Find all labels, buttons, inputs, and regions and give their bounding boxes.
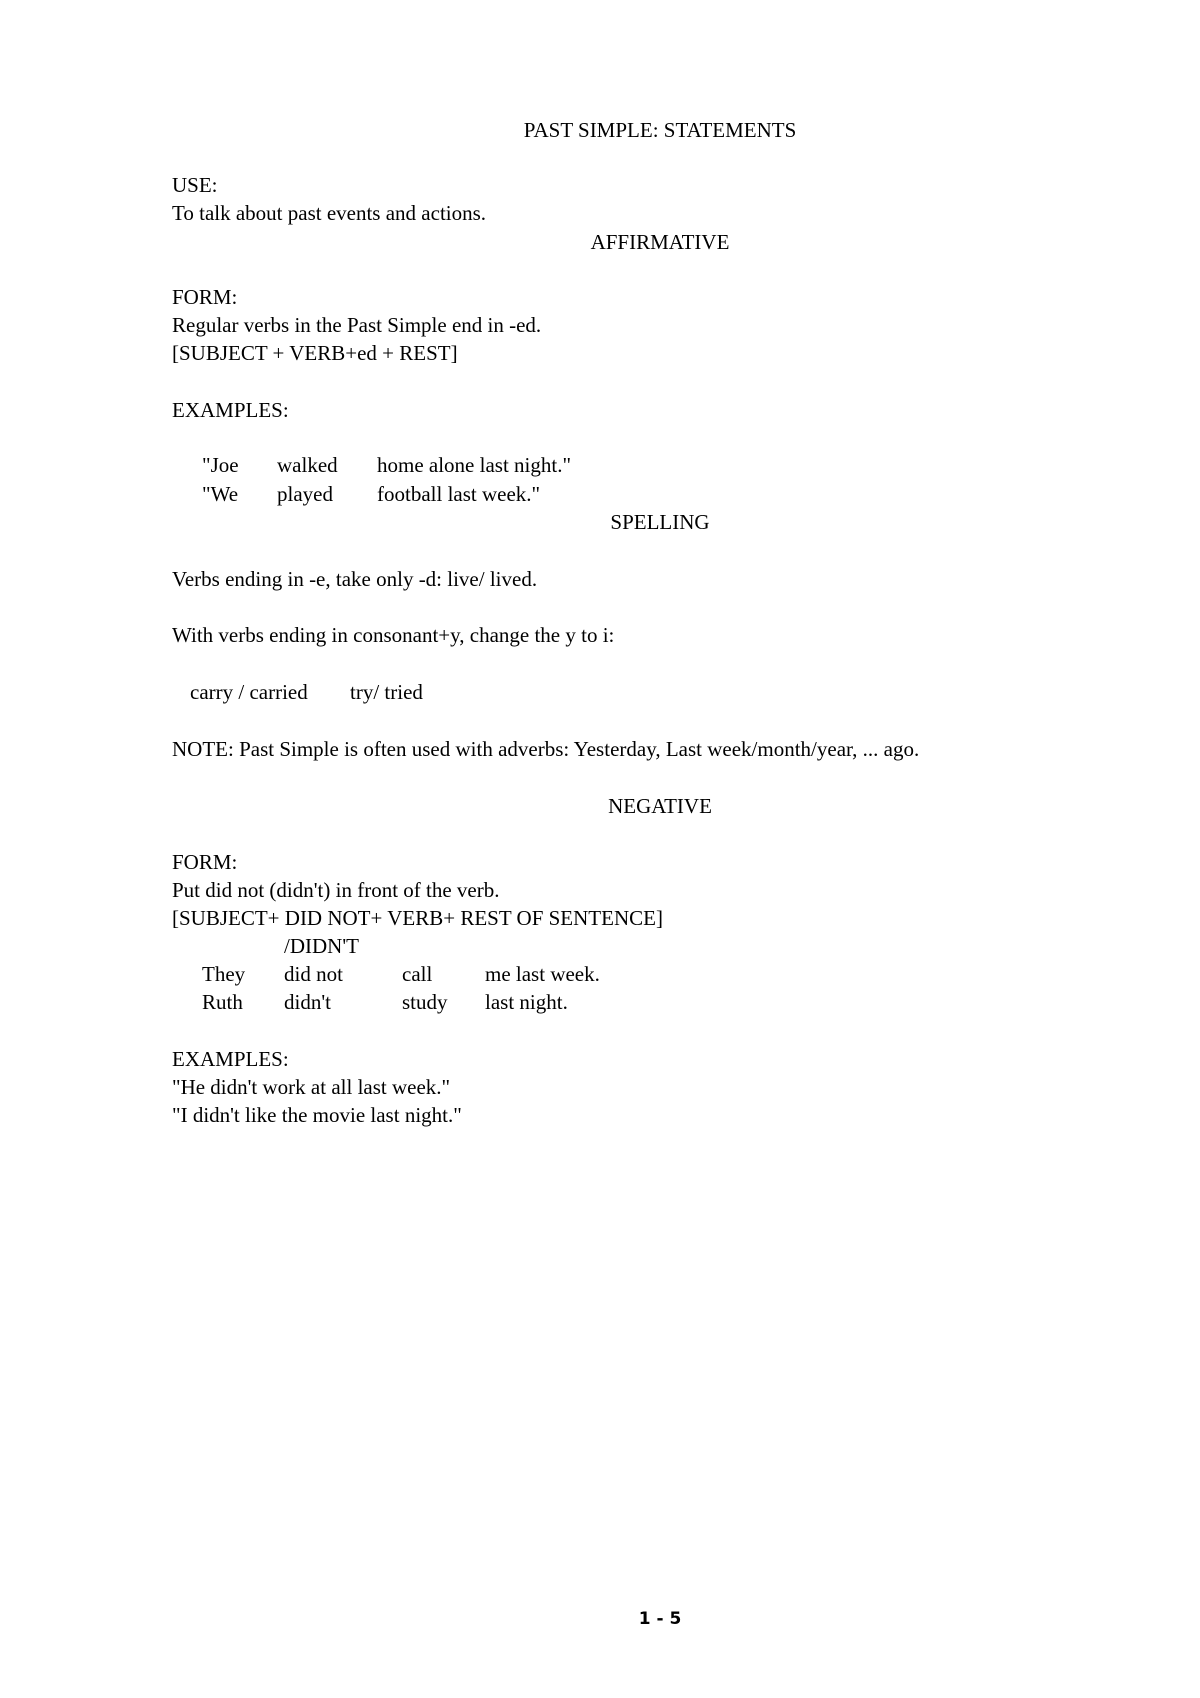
spelling-heading: SPELLING <box>610 510 710 534</box>
spelling-example-carry: carry / carried <box>190 680 308 704</box>
example-verb: walked <box>277 453 338 477</box>
example-verb: played <box>277 482 333 506</box>
table-subject: They <box>202 962 246 986</box>
table-rest: last night. <box>485 990 568 1014</box>
affirmative-form-text: Regular verbs in the Past Simple end in -ed. <box>172 313 542 337</box>
example-subject: "Joe <box>202 453 239 477</box>
table-rest: me last week. <box>485 962 600 986</box>
spelling-example-try: try/ tried <box>350 680 423 704</box>
example-rest: home alone last night." <box>377 453 572 477</box>
table-auxiliary: did not <box>284 962 343 986</box>
use-text: To talk about past events and actions. <box>172 201 487 225</box>
affirmative-heading: AFFIRMATIVE <box>590 230 730 254</box>
negative-form-pattern-alt: /DIDN'T <box>284 934 359 958</box>
affirmative-examples-label: EXAMPLES: <box>172 398 289 422</box>
use-label: USE: <box>172 173 218 197</box>
negative-form-pattern: [SUBJECT+ DID NOT+ VERB+ REST OF SENTENCE] <box>172 906 663 930</box>
affirmative-form-pattern: [SUBJECT + VERB+ed + REST] <box>172 341 458 365</box>
negative-example: "I didn't like the movie last night." <box>172 1103 462 1127</box>
example-rest: football last week." <box>377 482 541 506</box>
affirmative-form-label: FORM: <box>172 285 238 309</box>
table-auxiliary: didn't <box>284 990 331 1014</box>
example-subject: "We <box>202 482 239 506</box>
negative-examples-label: EXAMPLES: <box>172 1047 289 1071</box>
spelling-rule-e: Verbs ending in -e, take only -d: live/ lived. <box>172 567 538 591</box>
negative-heading: NEGATIVE <box>608 794 712 818</box>
negative-form-label: FORM: <box>172 850 238 874</box>
table-verb: study <box>402 990 448 1014</box>
spelling-note: NOTE: Past Simple is often used with adverbs: Yesterday, Last week/month/year, ... ago. <box>172 737 920 761</box>
table-subject: Ruth <box>202 990 243 1014</box>
table-verb: call <box>402 962 433 986</box>
spelling-rule-y: With verbs ending in consonant+y, change the y to i: <box>172 623 615 647</box>
negative-example: "He didn't work at all last week." <box>172 1075 451 1099</box>
page-number: 1 - 5 <box>638 1609 682 1629</box>
negative-form-text: Put did not (didn't) in front of the verb. <box>172 878 500 902</box>
page-title: PAST SIMPLE: STATEMENTS <box>523 118 797 142</box>
